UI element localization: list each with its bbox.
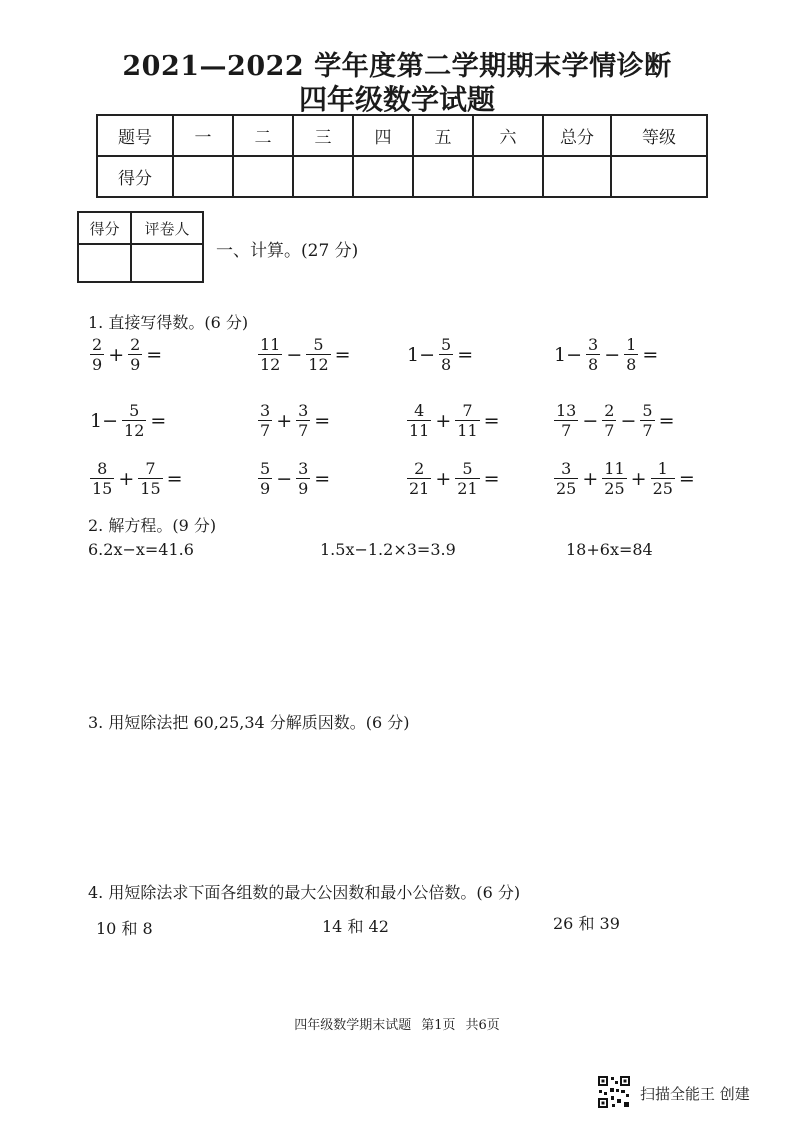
qr-code-icon [597, 1075, 631, 1109]
fraction [258, 335, 282, 374]
fraction [258, 459, 272, 498]
equation: 1.5x−1.2×3=3.9 [320, 540, 456, 559]
numerator: 8 [97, 459, 108, 478]
fraction [296, 401, 310, 440]
expression [256, 459, 332, 498]
operator: = [314, 409, 331, 432]
expression [552, 335, 660, 374]
numerator: 11 [604, 459, 625, 478]
expression [256, 401, 332, 440]
operator: 1− [554, 343, 583, 366]
score-header-cell: 六 [473, 115, 543, 156]
fraction [455, 459, 479, 498]
operator: = [314, 467, 331, 490]
equation: 18+6x=84 [566, 540, 653, 559]
denominator: 9 [298, 479, 309, 498]
score-header-cell: 四 [353, 115, 413, 156]
expression [405, 335, 475, 374]
score-cell[interactable] [543, 156, 611, 197]
score-header-cell: 等级 [611, 115, 707, 156]
footer-page: 第1页 [421, 1018, 456, 1033]
operator: + [582, 467, 599, 490]
operator: = [642, 343, 659, 366]
numerator: 5 [129, 401, 140, 420]
numerator: 4 [414, 401, 425, 420]
denominator: 25 [556, 479, 577, 498]
grader-score-cell[interactable] [78, 244, 131, 282]
operator: = [678, 467, 695, 490]
score-cell[interactable] [611, 156, 707, 197]
numerator: 2 [92, 335, 103, 354]
denominator: 25 [604, 479, 625, 498]
score-cell[interactable] [413, 156, 473, 197]
operator: + [435, 409, 452, 432]
expression [405, 401, 502, 440]
denominator: 12 [308, 355, 329, 374]
denominator: 7 [260, 421, 271, 440]
denominator: 12 [124, 421, 145, 440]
fraction [90, 335, 104, 374]
page-footer [0, 1014, 794, 1033]
question-2-title: 2. 解方程。(9 分) [88, 516, 217, 535]
numerator: 2 [414, 459, 425, 478]
fraction [296, 459, 310, 498]
operator: + [276, 409, 293, 432]
operator: = [150, 409, 167, 432]
fraction [602, 459, 626, 498]
operator: − [582, 409, 599, 432]
operator: 1− [90, 409, 119, 432]
fraction [122, 401, 146, 440]
operator: + [108, 343, 125, 366]
operator: = [457, 343, 474, 366]
fraction [624, 335, 638, 374]
operator: = [334, 343, 351, 366]
expression [256, 335, 353, 374]
operator: − [276, 467, 293, 490]
fraction [138, 459, 162, 498]
operator: = [146, 343, 163, 366]
grader-score-label: 得分 [78, 212, 131, 244]
denominator: 11 [409, 421, 430, 440]
numerator: 2 [130, 335, 141, 354]
numerator: 5 [462, 459, 473, 478]
number-pair: 26 和 39 [553, 914, 620, 933]
numerator: 7 [145, 459, 156, 478]
denominator: 9 [92, 355, 103, 374]
number-pair: 10 和 8 [96, 919, 153, 938]
denominator: 8 [441, 355, 452, 374]
numerator: 3 [298, 401, 309, 420]
numerator: 5 [441, 335, 452, 354]
denominator: 12 [260, 355, 281, 374]
operator: = [483, 409, 500, 432]
exam-title: 2021—2022 学年度第二学期期末学情诊断 [122, 51, 672, 82]
grader-name-cell[interactable] [131, 244, 203, 282]
fraction [407, 401, 431, 440]
score-row-label: 得分 [97, 156, 173, 197]
numerator: 13 [556, 401, 577, 420]
expression [552, 459, 697, 498]
operator: = [658, 409, 675, 432]
numerator: 3 [298, 459, 309, 478]
denominator: 9 [260, 479, 271, 498]
denominator: 11 [457, 421, 478, 440]
numerator: 11 [260, 335, 281, 354]
score-header-cell: 题号 [97, 115, 173, 156]
denominator: 15 [92, 479, 113, 498]
denominator: 7 [561, 421, 572, 440]
score-cell[interactable] [233, 156, 293, 197]
operator: + [435, 467, 452, 490]
numerator: 3 [561, 459, 572, 478]
operator: − [620, 409, 637, 432]
denominator: 21 [457, 479, 478, 498]
question-4-title: 4. 用短除法求下面各组数的最大公因数和最小公倍数。(6 分) [88, 883, 521, 902]
score-header-cell: 三 [293, 115, 353, 156]
expression [88, 335, 164, 374]
numerator: 5 [260, 459, 271, 478]
denominator: 8 [626, 355, 637, 374]
footer-subject: 四年级数学期末试题 [294, 1018, 412, 1033]
fraction [90, 459, 114, 498]
score-cell[interactable] [173, 156, 233, 197]
operator: + [118, 467, 135, 490]
fraction [128, 335, 142, 374]
denominator: 7 [604, 421, 615, 440]
denominator: 7 [298, 421, 309, 440]
question-3-title: 3. 用短除法把 60,25,34 分解质因数。(6 分) [88, 713, 410, 732]
section-title: 一、计算。(27 分) [216, 241, 359, 261]
equation: 6.2x−x=41.6 [88, 540, 194, 559]
expression [88, 459, 185, 498]
scanner-watermark: 扫描全能王 创建 [640, 1085, 750, 1103]
numerator: 1 [657, 459, 668, 478]
numerator: 7 [462, 401, 473, 420]
expression [552, 401, 677, 440]
fraction [640, 401, 654, 440]
score-header-cell: 总分 [543, 115, 611, 156]
denominator: 15 [140, 479, 161, 498]
operator: − [604, 343, 621, 366]
footer-total: 共6页 [465, 1018, 500, 1033]
numerator: 3 [588, 335, 599, 354]
operator: = [483, 467, 500, 490]
numerator: 1 [626, 335, 637, 354]
fraction [554, 459, 578, 498]
number-pair: 14 和 42 [322, 917, 389, 936]
score-table-score-row [97, 156, 707, 197]
question-1-title: 1. 直接写得数。(6 分) [88, 313, 249, 332]
operator: + [630, 467, 647, 490]
grader-box [77, 211, 204, 283]
denominator: 7 [642, 421, 653, 440]
score-table-header-row [97, 115, 707, 156]
score-header-cell: 一 [173, 115, 233, 156]
numerator: 5 [313, 335, 324, 354]
denominator: 9 [130, 355, 141, 374]
score-header-cell: 二 [233, 115, 293, 156]
score-cell[interactable] [473, 156, 543, 197]
fraction [455, 401, 479, 440]
fraction [439, 335, 453, 374]
expression [88, 401, 168, 440]
operator: = [166, 467, 183, 490]
operator: 1− [407, 343, 436, 366]
fraction [586, 335, 600, 374]
score-cell[interactable] [353, 156, 413, 197]
fraction [306, 335, 330, 374]
denominator: 8 [588, 355, 599, 374]
fraction [602, 401, 616, 440]
score-cell[interactable] [293, 156, 353, 197]
numerator: 5 [642, 401, 653, 420]
expression [405, 459, 502, 498]
fraction [258, 401, 272, 440]
fraction [651, 459, 675, 498]
denominator: 25 [652, 479, 673, 498]
grader-name-label: 评卷人 [131, 212, 203, 244]
numerator: 3 [260, 401, 271, 420]
score-table [96, 114, 708, 198]
fraction [554, 401, 578, 440]
score-header-cell: 五 [413, 115, 473, 156]
numerator: 2 [604, 401, 615, 420]
exam-subtitle: 四年级数学试题 [298, 83, 495, 116]
denominator: 21 [409, 479, 430, 498]
fraction [407, 459, 431, 498]
operator: − [286, 343, 303, 366]
